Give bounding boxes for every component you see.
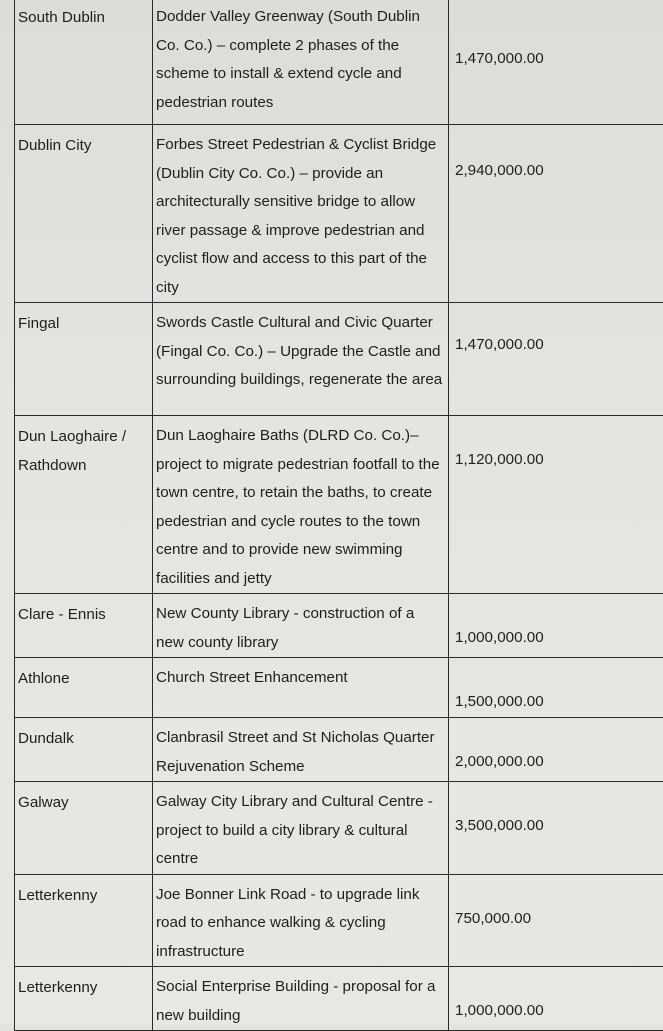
- project-cell: Swords Castle Cultural and Civic Quarter (Fingal Co. Co.) – Upgrade the Castle and surrounding buildings, regenerate the area: [153, 303, 449, 416]
- area-cell: Letterkenny: [15, 967, 153, 1031]
- table-row: [15, 125, 663, 303]
- amount-cell: 1,470,000.00: [449, 303, 663, 416]
- project-cell: Church Street Enhancement: [153, 658, 449, 718]
- table-row: [15, 718, 663, 782]
- table-row: [15, 0, 663, 125]
- area-cell: Dundalk: [15, 718, 153, 782]
- area-cell: Fingal: [15, 303, 153, 416]
- project-cell: Dun Laoghaire Baths (DLRD Co. Co.)– project to migrate pedestrian footfall to the town centre, to retain the baths, to create pedestrian and cycle routes to the town centre and to provide new swimming facilities and jetty: [153, 416, 449, 594]
- amount-cell: 1,470,000.00: [449, 0, 663, 125]
- project-cell: Galway City Library and Cultural Centre - project to build a city library & cultural centre: [153, 782, 449, 875]
- area-cell: Dublin City: [15, 125, 153, 303]
- table-row: [15, 416, 663, 594]
- amount-cell: 3,500,000.00: [449, 782, 663, 875]
- funding-table: [14, 0, 663, 1031]
- area-cell: Clare - Ennis: [15, 594, 153, 658]
- amount-cell: 1,120,000.00: [449, 416, 663, 594]
- project-cell: Social Enterprise Building - proposal for a new building: [153, 967, 449, 1031]
- area-cell: Galway: [15, 782, 153, 875]
- table-row: [15, 967, 663, 1031]
- project-cell: Clanbrasil Street and St Nicholas Quarter Rejuvenation Scheme: [153, 718, 449, 782]
- project-cell: Forbes Street Pedestrian & Cyclist Bridge (Dublin City Co. Co.) – provide an architecturally sensitive bridge to allow river passage & improve pedestrian and cyclist flow and access to this part of the city: [153, 125, 449, 303]
- project-cell: Dodder Valley Greenway (South Dublin Co. Co.) – complete 2 phases of the scheme to install & extend cycle and pedestrian routes: [153, 0, 449, 125]
- amount-cell: 1,000,000.00: [449, 594, 663, 658]
- table-row: [15, 594, 663, 658]
- area-cell: South Dublin: [15, 0, 153, 125]
- table-row: [15, 303, 663, 416]
- area-cell: Dun Laoghaire / Rathdown: [15, 416, 153, 594]
- amount-cell: 2,940,000.00: [449, 125, 663, 303]
- project-cell: New County Library - construction of a new county library: [153, 594, 449, 658]
- amount-cell: 2,000,000.00: [449, 718, 663, 782]
- amount-cell: 1,500,000.00: [449, 658, 663, 718]
- table-row: [15, 782, 663, 875]
- amount-cell: 750,000.00: [449, 874, 663, 967]
- table-row: [15, 874, 663, 967]
- area-cell: Athlone: [15, 658, 153, 718]
- area-cell: Letterkenny: [15, 874, 153, 967]
- amount-cell: 1,000,000.00: [449, 967, 663, 1031]
- project-cell: Joe Bonner Link Road - to upgrade link road to enhance walking & cycling infrastructure: [153, 874, 449, 967]
- table-row: [15, 658, 663, 718]
